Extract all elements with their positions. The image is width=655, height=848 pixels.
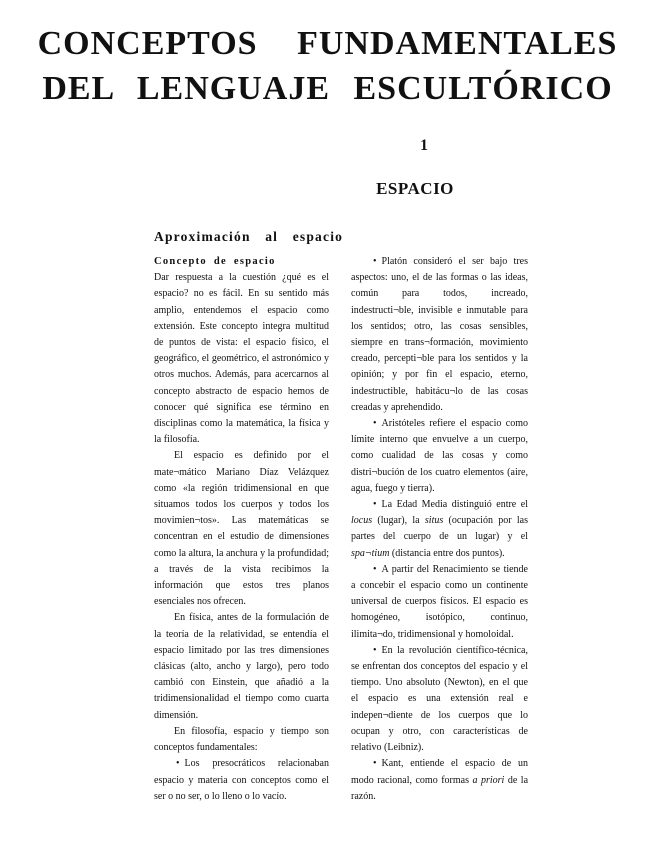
paragraph: Dar respuesta a la cuestión ¿qué es el espacio? no es fácil. En su sentido más amplio, entendemos el espacio como extensión. Este concepto integra multitud de puntos de vista: el espacio físico, el geográfico, el geométrico, el astronómico y otros muchos. Además, para acercarnos al concepto abstracto de espacio hemos de conocer qué significa ese término en disciplinas como la matemática, la física y la filosofía. (154, 272, 329, 446)
text-run: (ocupación por las partes del cuerpo de un lugar) y el (351, 515, 528, 543)
latin-term: situs (424, 515, 444, 527)
text-run: (distancia entre dos puntos). (389, 547, 505, 559)
book-title-line-2: DEL LENGUAJE ESCULTÓRICO (42, 70, 613, 107)
text-run: (lugar), la (372, 515, 425, 527)
section-title: Aproximación al espacio (154, 229, 344, 244)
paragraph: El espacio es definido por el mate¬mático Mariano Díaz Velázquez como «la región tridimensional en que situamos todos los cuerpos y todos los movimien¬tos». Las matemáticas se concentran en el estudio de dimensiones como la altura, la anchura y la profundidad; a través de la vista recibimos la información que estos tres planos esenciales nos ofrecen. (154, 450, 329, 608)
bullet-item: • Platón consideró el ser bajo tres aspectos: uno, el de las formas o las ideas, común para todos, increado, indestructi¬ble, invisible e inmutable para los sentidos; otro, las cosas sensibles, siempre en trans¬formación, movimiento creado, percepti¬ble para los sentidos y la opinión; y por fin el espacio, eterno, indestructible, habitácu¬lo de las cosas creadas y aprehendido. (351, 254, 528, 416)
chapter-number: 1 (420, 137, 428, 154)
bullet-item: • Aristóteles refiere el espacio como límite interno que envuelve a un cuerpo, como cualidad de las cosas y como distri¬bución de los cuatro elementos (aire, agua, fuego y tierra). (351, 416, 528, 497)
latin-term: spa¬tium (351, 547, 390, 559)
latin-term: locus (351, 515, 373, 527)
paragraph: En física, antes de la formulación de la teoría de la relatividad, se entendía el espacio limitado por las tres dimensiones clásicas (alto, ancho y largo), pero todo cambió con Einstein, que añadió a la tridimensionalidad el tiempo como cuarta dimensión. (154, 612, 329, 721)
subheading-concepto: Concepto de espacio (154, 256, 276, 267)
bullet-item (351, 497, 528, 562)
text-run: de la razón. (351, 774, 529, 802)
text-run: La Edad Media distinguió entre el (381, 499, 528, 511)
bullet-item: • Los presocráticos relacionaban espacio y materia con conceptos como el ser o no ser, o lo lleno o lo vacío. (154, 756, 329, 805)
left-column (154, 254, 329, 805)
bullet-item: • En la revolución científico-técnica, se enfrentan dos conceptos del espacio y el tiempo. Uno absoluto (Newton), en el que el espacio es una extensión real e indepen¬diente de los cuerpos que lo ocupan y otro, con características de relativo (Leibniz). (351, 643, 528, 756)
text-run: Kant, entiende el espacio de un modo racional, como formas (351, 758, 528, 786)
book-title-line-1: CONCEPTOS FUNDAMENTALES (37, 25, 618, 62)
paragraph: En filosofía, espacio y tiempo son conceptos fundamentales: (154, 725, 329, 754)
right-column (351, 254, 528, 805)
bullet-item (351, 756, 528, 805)
chapter-title: ESPACIO (376, 179, 454, 198)
bullet-item: • A partir del Renacimiento se tiende a concebir el espacio como un continente universal de cuerpos físicos. El espacio es homogéneo, isotópico, continuo, ilimita¬do, tridimensional y homoloidal. (351, 562, 528, 643)
latin-term: a priori (472, 774, 505, 786)
